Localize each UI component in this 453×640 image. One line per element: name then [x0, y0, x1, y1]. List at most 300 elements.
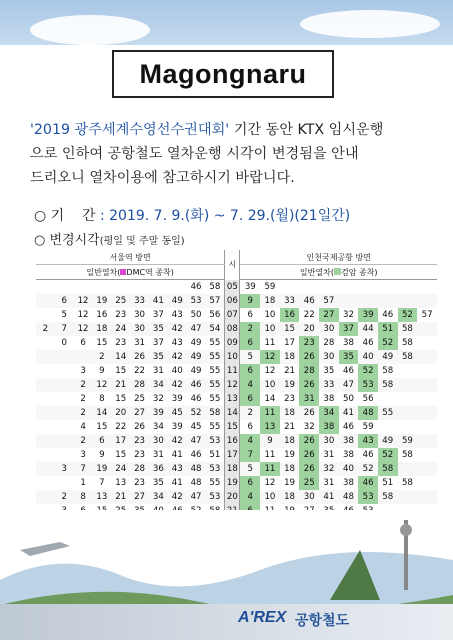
departure-cell-seoul: 45	[190, 422, 202, 432]
departure-cell-airport: 19	[284, 478, 296, 488]
departure-cell-airport: 58	[401, 450, 413, 460]
departure-cell-seoul: 27	[134, 492, 146, 502]
departure-cell-seoul: 32	[152, 394, 164, 404]
departure-cell-seoul	[36, 280, 55, 295]
departure-cell-seoul: 18	[96, 324, 108, 334]
departure-cell-seoul	[74, 280, 93, 295]
departure-cell-seoul: 2	[80, 408, 86, 418]
change-line	[34, 229, 185, 248]
departure-cell-seoul: 41	[171, 450, 183, 460]
departure-cell-airport: 49	[382, 352, 394, 362]
departure-cell-seoul: 12	[77, 296, 89, 306]
departure-cell-airport: 35	[339, 350, 359, 364]
departure-cell-seoul: 26	[134, 352, 146, 362]
departure-cell-airport: 35	[323, 366, 335, 376]
departure-cell-seoul: 17	[115, 436, 127, 446]
departure-cell-seoul	[55, 420, 74, 434]
departure-cell-seoul: 14	[96, 408, 108, 418]
departure-cell-seoul: 50	[190, 310, 202, 320]
departure-cell-airport: 51	[378, 322, 398, 336]
departure-cell-seoul: 40	[171, 366, 183, 376]
departure-cell-airport	[417, 364, 437, 378]
left-sub-header	[36, 265, 225, 280]
departure-cell-seoul	[36, 420, 55, 434]
departure-cell-airport: 58	[401, 324, 413, 334]
departure-cell-airport: 38	[323, 394, 335, 404]
departure-cell-airport: 6	[240, 336, 260, 350]
departure-cell-airport: 31	[299, 392, 319, 406]
departure-cell-seoul	[36, 378, 55, 392]
departure-cell-seoul: 9	[99, 366, 105, 376]
departure-cell-seoul: 47	[190, 492, 202, 502]
departure-cell-airport	[378, 294, 398, 308]
departure-cell-airport: 41	[323, 492, 335, 502]
period-value: : 2019. 7. 9.(화) ~ 7. 29.(월)(21일간)	[99, 208, 351, 224]
departure-cell-seoul	[149, 280, 168, 295]
departure-cell-airport: 18	[264, 296, 276, 306]
departure-cell-airport: 18	[284, 408, 296, 418]
departure-cell-seoul: 49	[171, 296, 183, 306]
departure-cell-airport: 28	[299, 364, 319, 378]
departure-cell-airport	[280, 280, 300, 295]
departure-cell-airport	[417, 336, 437, 350]
departure-cell-seoul	[36, 476, 55, 490]
departure-cell-airport: 51	[382, 478, 394, 488]
departure-cell-airport	[417, 434, 437, 448]
departure-cell-seoul: 12	[96, 380, 108, 390]
departure-cell-airport: 34	[319, 406, 339, 420]
departure-cell-airport: 32	[323, 464, 335, 474]
departure-cell-airport	[339, 294, 359, 308]
departure-cell-airport: 32	[303, 422, 315, 432]
departure-cell-airport: 44	[362, 324, 374, 334]
departure-cell-seoul: 43	[171, 464, 183, 474]
departure-cell-airport: 38	[343, 478, 354, 488]
hour-cell: 17	[225, 448, 240, 462]
departure-cell-seoul: 48	[190, 478, 202, 488]
departure-cell-seoul	[111, 280, 130, 295]
departure-cell-seoul: 20	[115, 408, 127, 418]
departure-cell-airport: 28	[323, 338, 335, 348]
departure-cell-seoul: 12	[77, 310, 89, 320]
departure-cell-airport: 10	[264, 310, 276, 320]
departure-cell-seoul: 12	[77, 324, 89, 334]
departure-cell-seoul: 39	[171, 422, 183, 432]
departure-cell-seoul: 2	[61, 492, 67, 502]
departure-cell-seoul: 16	[96, 310, 108, 320]
departure-cell-seoul: 30	[134, 324, 146, 334]
departure-cell-airport: 30	[323, 352, 335, 362]
departure-cell-airport: 30	[323, 436, 335, 446]
departure-cell-airport: 18	[284, 492, 296, 502]
departure-cell-seoul: 25	[115, 296, 127, 306]
departure-cell-airport: 4	[240, 378, 260, 392]
departure-cell-airport: 40	[343, 464, 354, 474]
departure-cell-airport: 10	[264, 380, 276, 390]
departure-cell-seoul: 5	[61, 310, 67, 320]
departure-cell-airport: 58	[401, 478, 413, 488]
departure-cell-seoul: 46	[190, 380, 202, 390]
departure-cell-seoul: 2	[99, 352, 105, 362]
departure-cell-airport: 52	[358, 364, 378, 378]
departure-cell-seoul	[130, 280, 149, 295]
departure-cell-airport: 33	[284, 296, 296, 306]
table-row	[36, 420, 437, 434]
departure-cell-seoul: 34	[152, 492, 164, 502]
departure-cell-airport: 21	[284, 366, 296, 376]
table-row	[36, 434, 437, 448]
departure-cell-seoul: 35	[152, 352, 164, 362]
departure-cell-seoul: 28	[134, 464, 146, 474]
departure-cell-seoul: 31	[152, 450, 164, 460]
departure-cell-airport: 52	[398, 308, 418, 322]
change-note: (평일 및 주말 동일)	[99, 236, 185, 247]
departure-cell-airport: 21	[284, 422, 296, 432]
table-row	[36, 280, 437, 295]
departure-cell-airport: 26	[299, 434, 319, 448]
departure-cell-seoul: 53	[209, 464, 221, 474]
period-line	[34, 205, 350, 225]
departure-cell-seoul	[55, 434, 74, 448]
departure-cell-seoul	[55, 448, 74, 462]
departure-cell-airport: 10	[264, 324, 276, 334]
departure-cell-airport	[299, 280, 319, 295]
departure-cell-airport: 12	[260, 350, 280, 364]
hour-cell: 08	[225, 322, 240, 336]
departure-cell-seoul: 15	[96, 338, 108, 348]
departure-cell-seoul: 53	[209, 492, 221, 502]
departure-cell-seoul: 25	[134, 394, 146, 404]
right-legend-swatch	[334, 268, 341, 275]
departure-cell-seoul: 51	[209, 450, 221, 460]
table-row	[36, 308, 437, 322]
departure-cell-airport: 52	[362, 464, 374, 474]
departure-cell-airport: 23	[284, 394, 296, 404]
table-row	[36, 462, 437, 476]
departure-cell-seoul: 2	[80, 380, 86, 390]
departure-cell-airport: 11	[260, 406, 280, 420]
departure-cell-airport: 53	[358, 490, 378, 504]
departure-cell-airport: 46	[343, 366, 354, 376]
hour-cell: 09	[225, 336, 240, 350]
departure-cell-airport: 49	[382, 436, 394, 446]
departure-cell-seoul	[55, 280, 74, 295]
departure-cell-airport	[398, 490, 418, 504]
departure-cell-seoul: 55	[209, 338, 221, 348]
departure-cell-airport: 59	[401, 436, 413, 446]
departure-cell-airport	[417, 322, 437, 336]
departure-cell-airport: 4	[240, 434, 260, 448]
departure-cell-seoul	[36, 490, 55, 504]
departure-cell-seoul: 15	[115, 394, 127, 404]
departure-cell-airport	[417, 476, 437, 490]
departure-cell-seoul	[36, 294, 55, 308]
table-row	[36, 406, 437, 420]
departure-cell-airport	[378, 420, 398, 434]
departure-cell-seoul: 2	[42, 324, 49, 334]
hour-cell: 14	[225, 406, 240, 420]
departure-cell-airport: 6	[240, 476, 260, 490]
departure-cell-airport: 48	[343, 492, 354, 502]
departure-cell-seoul	[55, 378, 74, 392]
departure-cell-airport: 17	[284, 338, 296, 348]
departure-cell-seoul: 35	[152, 478, 164, 488]
departure-cell-seoul: 7	[61, 324, 67, 334]
departure-cell-airport: 53	[358, 378, 378, 392]
table-row	[36, 294, 437, 308]
departure-cell-airport: 11	[264, 450, 276, 460]
departure-cell-seoul: 13	[115, 478, 127, 488]
departure-cell-airport: 58	[382, 366, 394, 376]
departure-cell-seoul	[55, 364, 74, 378]
departure-cell-airport: 18	[284, 352, 296, 362]
notice-event: '2019 광주세계수영선수권대회'	[30, 122, 230, 138]
departure-cell-airport: 48	[358, 406, 378, 420]
notice-text	[30, 118, 440, 190]
departure-cell-seoul: 15	[115, 450, 127, 460]
departure-cell-airport: 58	[378, 462, 398, 476]
departure-cell-airport: 27	[319, 308, 339, 322]
hour-cell: 05	[225, 280, 240, 295]
departure-cell-seoul: 3	[80, 450, 86, 460]
departure-cell-airport: 46	[303, 296, 315, 306]
hour-header: 시	[225, 250, 240, 280]
departure-cell-seoul: 43	[171, 310, 183, 320]
departure-cell-seoul: 43	[171, 338, 183, 348]
departure-cell-airport: 58	[401, 352, 413, 362]
departure-cell-seoul: 0	[61, 338, 67, 348]
departure-cell-seoul: 36	[152, 464, 164, 474]
departure-cell-seoul: 39	[171, 394, 183, 404]
departure-cell-airport: 52	[378, 336, 398, 350]
departure-cell-airport: 39	[358, 308, 378, 322]
departure-cell-airport	[358, 280, 378, 295]
departure-cell-seoul: 22	[115, 422, 127, 432]
departure-cell-seoul: 55	[209, 478, 221, 488]
departure-cell-seoul: 3	[61, 464, 67, 474]
departure-cell-seoul: 41	[171, 478, 183, 488]
departure-cell-airport: 11	[264, 338, 276, 348]
departure-cell-seoul	[36, 448, 55, 462]
departure-cell-airport: 18	[284, 464, 296, 474]
departure-cell-seoul: 30	[152, 436, 164, 446]
left-sub-note: DMC역 종착)	[126, 267, 174, 277]
departure-cell-seoul: 45	[171, 408, 183, 418]
departure-cell-airport: 58	[382, 492, 394, 502]
departure-cell-seoul: 42	[171, 436, 183, 446]
departure-cell-airport: 22	[303, 310, 315, 320]
departure-cell-airport: 19	[284, 380, 296, 390]
departure-cell-seoul	[55, 406, 74, 420]
hour-cell: 12	[225, 378, 240, 392]
departure-cell-seoul: 35	[152, 324, 164, 334]
departure-cell-airport: 58	[382, 380, 394, 390]
departure-cell-seoul: 54	[209, 324, 221, 334]
departure-cell-airport: 26	[299, 448, 319, 462]
departure-cell-seoul: 15	[96, 422, 108, 432]
departure-cell-airport: 12	[264, 478, 276, 488]
cloud-decoration	[30, 15, 150, 45]
departure-cell-airport: 31	[323, 450, 335, 460]
departure-cell-airport: 39	[244, 282, 256, 292]
table-row	[36, 476, 437, 490]
departure-cell-seoul: 13	[96, 492, 108, 502]
notice-line2: 으로 인하여 공항철도 열차운행 시각이 변경됨을 안내	[30, 146, 359, 162]
departure-cell-airport	[398, 280, 418, 295]
departure-cell-seoul: 28	[134, 380, 146, 390]
departure-cell-seoul: 31	[134, 338, 146, 348]
departure-cell-seoul: 47	[190, 324, 202, 334]
hour-cell: 13	[225, 392, 240, 406]
right-direction-header: 인천국제공항 방면	[240, 250, 437, 265]
departure-cell-seoul	[74, 350, 93, 364]
departure-cell-airport	[417, 462, 437, 476]
departure-cell-airport: 18	[284, 436, 296, 446]
departure-cell-airport: 43	[358, 434, 378, 448]
hour-cell: 20	[225, 490, 240, 504]
departure-cell-seoul: 53	[209, 436, 221, 446]
departure-cell-airport	[398, 392, 418, 406]
departure-cell-airport: 52	[378, 448, 398, 462]
departure-cell-airport: 46	[358, 476, 378, 490]
departure-cell-seoul	[55, 392, 74, 406]
departure-cell-seoul: 23	[134, 436, 146, 446]
departure-cell-airport	[398, 406, 418, 420]
departure-cell-seoul	[36, 406, 55, 420]
hour-cell: 06	[225, 294, 240, 308]
departure-cell-seoul: 7	[80, 464, 86, 474]
departure-cell-seoul: 4	[80, 422, 86, 432]
departure-cell-seoul	[168, 280, 187, 295]
departure-cell-seoul	[92, 280, 111, 295]
hour-cell: 18	[225, 462, 240, 476]
cloud-decoration	[300, 10, 440, 38]
departure-cell-airport: 5	[247, 352, 254, 362]
table-row	[36, 350, 437, 364]
departure-cell-seoul: 58	[209, 408, 221, 418]
departure-cell-seoul: 41	[152, 296, 164, 306]
departure-cell-seoul: 15	[115, 366, 127, 376]
departure-cell-seoul: 49	[190, 338, 202, 348]
table-row	[36, 392, 437, 406]
departure-cell-airport	[339, 280, 359, 295]
departure-cell-seoul: 56	[209, 310, 221, 320]
departure-cell-airport	[417, 294, 437, 308]
departure-cell-airport	[417, 378, 437, 392]
departure-cell-seoul: 58	[209, 282, 221, 292]
departure-cell-seoul: 6	[99, 436, 105, 446]
departure-cell-airport	[417, 392, 437, 406]
departure-cell-airport	[319, 280, 339, 295]
departure-cell-seoul: 55	[209, 422, 221, 432]
departure-cell-seoul: 42	[171, 380, 183, 390]
table-row	[36, 490, 437, 504]
departure-cell-seoul	[36, 350, 55, 364]
departure-cell-seoul: 23	[115, 310, 127, 320]
departure-cell-airport: 6	[240, 364, 260, 378]
departure-cell-airport: 41	[343, 408, 354, 418]
departure-cell-airport	[398, 294, 418, 308]
departure-cell-airport: 2	[247, 408, 254, 418]
departure-cell-airport: 4	[240, 490, 260, 504]
departure-cell-seoul: 55	[209, 394, 221, 404]
departure-cell-seoul: 49	[190, 366, 202, 376]
departure-cell-airport	[358, 294, 378, 308]
departure-cell-airport: 58	[401, 338, 413, 348]
left-direction-header: 서울역 방면	[36, 250, 225, 265]
departure-cell-airport: 59	[264, 282, 276, 292]
departure-cell-airport	[378, 280, 398, 295]
departure-cell-seoul: 21	[115, 380, 127, 390]
departure-cell-airport	[398, 462, 418, 476]
departure-cell-seoul: 27	[134, 408, 146, 418]
footer-bar	[0, 604, 453, 640]
departure-cell-airport	[417, 490, 437, 504]
departure-cell-airport: 14	[264, 394, 276, 404]
departure-cell-seoul	[36, 308, 55, 322]
departure-cell-seoul: 31	[152, 366, 164, 376]
departure-cell-airport: 56	[362, 394, 374, 404]
departure-cell-seoul: 8	[80, 492, 86, 502]
right-sub-prefix: 일반열차(	[299, 267, 334, 277]
departure-cell-airport: 38	[343, 450, 354, 460]
departure-cell-seoul: 1	[80, 478, 86, 488]
hour-cell: 11	[225, 364, 240, 378]
departure-cell-seoul: 2	[80, 394, 86, 404]
departure-cell-seoul: 30	[134, 310, 146, 320]
departure-cell-seoul	[36, 336, 55, 350]
departure-cell-seoul: 37	[152, 310, 164, 320]
arex-logo: A'REX	[238, 609, 287, 626]
departure-cell-airport: 16	[280, 308, 300, 322]
departure-cell-airport	[417, 420, 437, 434]
departure-cell-airport: 9	[267, 436, 273, 446]
departure-cell-airport: 26	[299, 378, 319, 392]
departure-cell-seoul: 49	[190, 352, 202, 362]
departure-cell-seoul: 42	[171, 324, 183, 334]
departure-cell-seoul: 53	[190, 296, 202, 306]
page-title: Magongnaru	[139, 58, 307, 89]
hour-cell: 19	[225, 476, 240, 490]
departure-cell-seoul: 47	[190, 436, 202, 446]
departure-cell-airport: 46	[362, 450, 374, 460]
table-row	[36, 378, 437, 392]
departure-cell-airport: 47	[343, 380, 354, 390]
departure-cell-airport: 38	[319, 420, 339, 434]
departure-cell-airport	[378, 392, 398, 406]
departure-cell-seoul: 55	[209, 366, 221, 376]
departure-cell-seoul: 33	[134, 296, 146, 306]
departure-cell-seoul: 14	[115, 352, 127, 362]
departure-cell-seoul: 34	[152, 380, 164, 390]
departure-cell-seoul: 39	[152, 408, 164, 418]
departure-cell-seoul: 52	[190, 408, 202, 418]
departure-cell-airport: 12	[264, 366, 276, 376]
departure-cell-seoul: 23	[115, 338, 127, 348]
departure-cell-seoul: 48	[190, 464, 202, 474]
departure-cell-airport: 30	[323, 324, 335, 334]
departure-cell-airport: 57	[421, 310, 433, 320]
departure-cell-airport: 32	[343, 310, 354, 320]
departure-cell-seoul: 19	[96, 296, 108, 306]
table-row	[36, 364, 437, 378]
departure-cell-airport: 6	[247, 310, 254, 320]
departure-cell-seoul: 26	[134, 422, 146, 432]
notice-line1: 기간 동안 KTX 임시운행	[229, 122, 384, 138]
departure-cell-airport: 38	[343, 436, 354, 446]
departure-cell-seoul: 9	[99, 450, 105, 460]
departure-cell-airport: 50	[343, 394, 354, 404]
